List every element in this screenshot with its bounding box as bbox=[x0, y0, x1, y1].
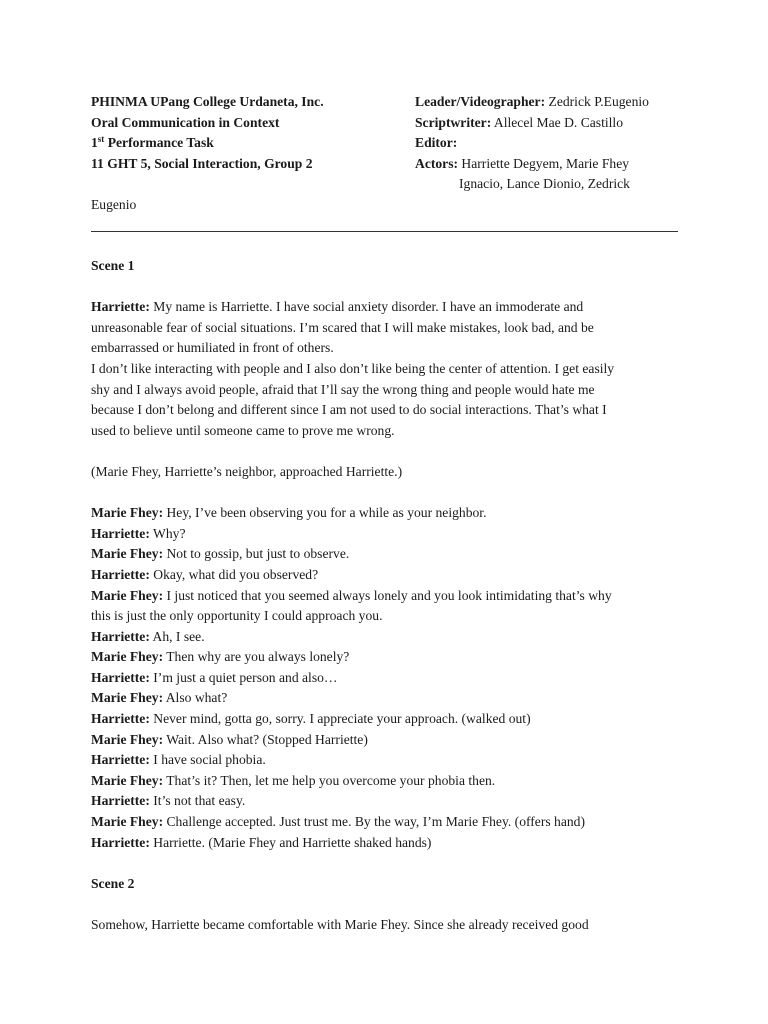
monologue-line: embarrassed or humiliated in front of others. bbox=[91, 340, 334, 356]
spacer bbox=[91, 894, 681, 915]
speaker-name: Harriette: bbox=[91, 669, 150, 685]
dialogue-line bbox=[91, 750, 681, 771]
speaker-name: Marie Fhey: bbox=[91, 649, 164, 665]
spacer bbox=[91, 441, 681, 462]
actors-label: Actors: bbox=[415, 155, 459, 171]
dialogue-text: I’m just a quiet person and also… bbox=[149, 669, 338, 685]
actors-line bbox=[415, 154, 685, 175]
leader-value: Zedrick P.Eugenio bbox=[545, 94, 649, 109]
dialogue-line bbox=[91, 688, 681, 709]
actors-continuation: Ignacio, Lance Dionio, Zedrick bbox=[459, 176, 630, 192]
monologue-line: used to believe until someone came to prove me wrong. bbox=[91, 422, 395, 438]
actors-value: Harriette Degyem, Marie Fhey bbox=[458, 155, 630, 171]
dialogue-text: Okay, what did you observed? bbox=[149, 566, 319, 582]
monologue-line: unreasonable fear of social situations. I’m scared that I will make mistakes, look bad, and be bbox=[91, 319, 594, 335]
header-left-column bbox=[91, 92, 411, 174]
dialogue-line bbox=[91, 791, 681, 812]
dialogue-line bbox=[91, 586, 681, 607]
editor-label: Editor: bbox=[415, 135, 458, 151]
speaker-name: Marie Fhey: bbox=[91, 587, 164, 603]
dialogue-text: I just noticed that you seemed always lonely and you look intimidating that’s why bbox=[163, 587, 612, 603]
speaker-name: Marie Fhey: bbox=[91, 731, 164, 747]
dialogue-text: Also what? bbox=[163, 690, 228, 706]
dialogue-text: It’s not that easy. bbox=[149, 793, 246, 809]
dialogue-line bbox=[91, 606, 681, 627]
dialogue-line bbox=[91, 668, 681, 689]
course-name: Oral Communication in Context bbox=[91, 114, 280, 130]
dialogue-text: Ah, I see. bbox=[149, 628, 205, 644]
dialogue-text: Hey, I’ve been observing you for a while as your neighbor. bbox=[163, 505, 487, 521]
dialogue-line bbox=[91, 730, 681, 751]
dialogue-line bbox=[91, 812, 681, 833]
task-title-rest: Performance Task bbox=[104, 135, 214, 151]
speaker-name: Harriette: bbox=[91, 628, 150, 644]
monologue-line: My name is Harriette. I have social anxiety disorder. I have an immoderate and bbox=[149, 299, 584, 315]
group-name: 11 GHT 5, Social Interaction, Group 2 bbox=[91, 155, 313, 171]
dialogue-line bbox=[91, 833, 681, 854]
speaker-name: Harriette: bbox=[91, 525, 150, 541]
speaker-name: Marie Fhey: bbox=[91, 690, 164, 706]
dialogue-line bbox=[91, 503, 681, 524]
dialogue-text: That’s it? Then, let me help you overcome your phobia then. bbox=[163, 772, 496, 788]
speaker-name: Harriette: bbox=[91, 752, 150, 768]
scriptwriter-label: Scriptwriter: bbox=[415, 114, 492, 130]
leader-line bbox=[415, 92, 685, 113]
dialogue-text: this is just the only opportunity I could approach you. bbox=[91, 608, 383, 624]
speaker-name: Marie Fhey: bbox=[91, 546, 164, 562]
monologue-line: I don’t like interacting with people and I also don’t like being the center of attention. I get easily bbox=[91, 360, 615, 376]
dialogue-line bbox=[91, 524, 681, 545]
monologue-line: shy and I always avoid people, afraid that I’ll say the wrong thing and people would hate me bbox=[91, 381, 595, 397]
speaker-name: Marie Fhey: bbox=[91, 772, 164, 788]
speaker-name: Harriette: bbox=[91, 834, 150, 850]
task-ordinal-suffix: st bbox=[97, 134, 105, 145]
task-title bbox=[91, 133, 411, 154]
scriptwriter-line bbox=[415, 113, 685, 134]
stage-direction: (Marie Fhey, Harriette’s neighbor, approached Harriette.) bbox=[91, 463, 403, 479]
dialogue-line bbox=[91, 709, 681, 730]
speaker-name: Harriette: bbox=[91, 793, 150, 809]
monologue-line: because I don’t belong and different since I am not used to do social interactions. That’s what I bbox=[91, 402, 607, 418]
dialogue-text: I have social phobia. bbox=[149, 752, 266, 768]
speaker-name: Harriette: bbox=[91, 711, 150, 727]
script-body bbox=[91, 256, 681, 936]
dialogue-text: Then why are you always lonely? bbox=[163, 649, 350, 665]
leader-label: Leader/Videographer: bbox=[415, 94, 546, 109]
school-name: PHINMA UPang College Urdaneta, Inc. bbox=[91, 94, 324, 109]
dialogue-text: Why? bbox=[149, 525, 186, 541]
dialogue-line bbox=[91, 544, 681, 565]
spacer bbox=[91, 483, 681, 504]
dialogue-text: Not to gossip, but just to observe. bbox=[163, 546, 350, 562]
dialogue-text: Challenge accepted. Just trust me. By the way, I’m Marie Fhey. (offers hand) bbox=[163, 814, 586, 830]
scene-2-text: Somehow, Harriette became comfortable with Marie Fhey. Since she already received good bbox=[91, 917, 589, 932]
dialogue-text: Harriette. (Marie Fhey and Harriette shaked hands) bbox=[149, 834, 432, 850]
speaker-name: Marie Fhey: bbox=[91, 505, 164, 521]
spacer bbox=[91, 853, 681, 874]
spacer bbox=[91, 277, 681, 298]
speaker-name: Harriette: bbox=[91, 566, 150, 582]
dialogue-block bbox=[91, 503, 681, 853]
monologue-block bbox=[91, 297, 681, 441]
speaker-name: Marie Fhey: bbox=[91, 814, 164, 830]
dialogue-line bbox=[91, 771, 681, 792]
dialogue-text: Wait. Also what? (Stopped Harriette) bbox=[163, 731, 368, 747]
dialogue-text: Never mind, gotta go, sorry. I appreciate your approach. (walked out) bbox=[149, 711, 531, 727]
header-right-column bbox=[415, 92, 685, 195]
actors-wrap-line: Eugenio bbox=[91, 197, 137, 212]
header-divider bbox=[91, 231, 678, 232]
scriptwriter-value: Allecel Mae D. Castillo bbox=[491, 114, 624, 130]
dialogue-line bbox=[91, 565, 681, 586]
scene-2-heading: Scene 2 bbox=[91, 875, 135, 891]
dialogue-line bbox=[91, 647, 681, 668]
dialogue-line bbox=[91, 627, 681, 648]
scene-1-heading: Scene 1 bbox=[91, 258, 135, 273]
task-number: 1 bbox=[91, 135, 98, 151]
monologue-speaker: Harriette: bbox=[91, 299, 150, 315]
